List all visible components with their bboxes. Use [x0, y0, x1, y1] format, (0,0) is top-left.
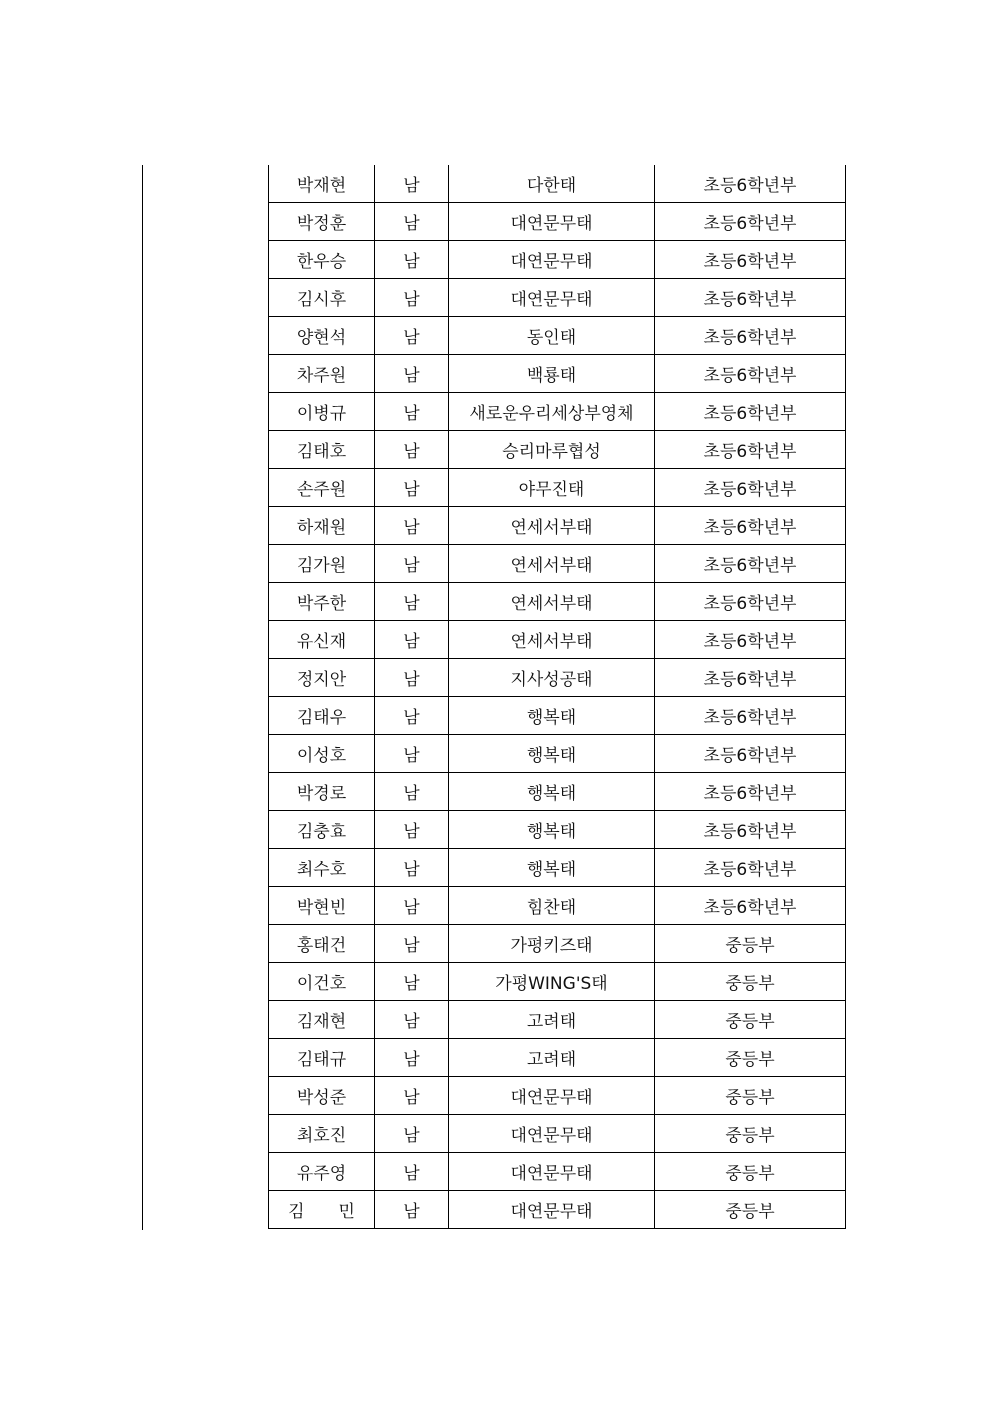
participant-gender-cell: 남: [375, 1191, 449, 1229]
participant-gender-cell: 남: [375, 659, 449, 697]
table-row: [269, 393, 846, 431]
participant-club-cell: 지사성공태: [449, 659, 655, 697]
participant-division-cell: 초등6학년부: [655, 583, 846, 621]
participant-club-cell: 연세서부태: [449, 545, 655, 583]
participant-gender-cell: 남: [375, 1001, 449, 1039]
participant-name-cell: 홍태건: [269, 925, 375, 963]
participant-name-cell: 박주한: [269, 583, 375, 621]
participant-club-cell: 힘찬태: [449, 887, 655, 925]
participant-name-cell: 김 민: [269, 1191, 375, 1229]
participant-division-cell: 초등6학년부: [655, 355, 846, 393]
table-row: [269, 241, 846, 279]
participant-name-cell: 양현석: [269, 317, 375, 355]
participant-division-cell: 중등부: [655, 1001, 846, 1039]
table-row: [269, 1191, 846, 1229]
table-row: [269, 545, 846, 583]
participant-name-cell: 차주원: [269, 355, 375, 393]
participant-name-cell: 박현빈: [269, 887, 375, 925]
participant-club-cell: 고려태: [449, 1001, 655, 1039]
participant-club-cell: 대연문무태: [449, 1191, 655, 1229]
participant-division-cell: 초등6학년부: [655, 279, 846, 317]
participant-name-cell: 이성호: [269, 735, 375, 773]
participant-division-cell: 중등부: [655, 925, 846, 963]
table-row: [269, 165, 846, 203]
table-row: [269, 355, 846, 393]
participant-club-cell: 대연문무태: [449, 1153, 655, 1191]
participant-gender-cell: 남: [375, 431, 449, 469]
participant-name-cell: 박재현: [269, 165, 375, 203]
participant-division-cell: 초등6학년부: [655, 431, 846, 469]
participant-club-cell: 행복태: [449, 849, 655, 887]
participant-name-cell: 정지안: [269, 659, 375, 697]
table-row: [269, 773, 846, 811]
table-row: [269, 697, 846, 735]
participant-gender-cell: 남: [375, 697, 449, 735]
participant-division-cell: 중등부: [655, 1153, 846, 1191]
participant-club-cell: 대연문무태: [449, 241, 655, 279]
participant-gender-cell: 남: [375, 317, 449, 355]
participant-club-cell: 다한태: [449, 165, 655, 203]
participant-name-cell: 김시후: [269, 279, 375, 317]
participant-name-cell: 김재현: [269, 1001, 375, 1039]
participant-name-cell: 박성준: [269, 1077, 375, 1115]
participant-club-cell: 대연문무태: [449, 1077, 655, 1115]
table-row: [269, 469, 846, 507]
participant-gender-cell: 남: [375, 735, 449, 773]
participant-division-cell: 초등6학년부: [655, 735, 846, 773]
participant-division-cell: 초등6학년부: [655, 811, 846, 849]
participant-club-cell: 가평키즈태: [449, 925, 655, 963]
participant-division-cell: 중등부: [655, 963, 846, 1001]
participant-club-cell: 행복태: [449, 735, 655, 773]
participant-gender-cell: 남: [375, 1153, 449, 1191]
participant-name-cell: 최수호: [269, 849, 375, 887]
participant-gender-cell: 남: [375, 165, 449, 203]
participant-club-cell: 새로운우리세상부영체: [449, 393, 655, 431]
participant-division-cell: 초등6학년부: [655, 317, 846, 355]
participant-name-cell: 한우승: [269, 241, 375, 279]
table-row: [269, 1115, 846, 1153]
participant-club-cell: 행복태: [449, 811, 655, 849]
participant-gender-cell: 남: [375, 545, 449, 583]
participant-name-cell: 이병규: [269, 393, 375, 431]
participant-gender-cell: 남: [375, 1115, 449, 1153]
participant-name-cell: 하재원: [269, 507, 375, 545]
table-row: [269, 431, 846, 469]
participant-name-cell: 김가원: [269, 545, 375, 583]
table-row: [269, 659, 846, 697]
participant-club-cell: 연세서부태: [449, 583, 655, 621]
participant-gender-cell: 남: [375, 811, 449, 849]
participant-gender-cell: 남: [375, 773, 449, 811]
table-row: [269, 583, 846, 621]
participant-name-cell: 박정훈: [269, 203, 375, 241]
participant-club-cell: 가평WING'S태: [449, 963, 655, 1001]
participant-club-cell: 연세서부태: [449, 507, 655, 545]
participant-division-cell: 중등부: [655, 1077, 846, 1115]
participant-gender-cell: 남: [375, 963, 449, 1001]
table-row: [269, 735, 846, 773]
table-row: [269, 621, 846, 659]
participant-gender-cell: 남: [375, 203, 449, 241]
participant-club-cell: 백룡태: [449, 355, 655, 393]
participant-club-cell: 승리마루협성: [449, 431, 655, 469]
participant-division-cell: 초등6학년부: [655, 241, 846, 279]
table-row: [269, 1077, 846, 1115]
participant-gender-cell: 남: [375, 393, 449, 431]
participant-division-cell: 초등6학년부: [655, 545, 846, 583]
participant-name-cell: 손주원: [269, 469, 375, 507]
participant-club-cell: 행복태: [449, 697, 655, 735]
participant-name-cell: 김태호: [269, 431, 375, 469]
participant-club-cell: 동인태: [449, 317, 655, 355]
participant-division-cell: 초등6학년부: [655, 659, 846, 697]
participant-gender-cell: 남: [375, 507, 449, 545]
participant-name-cell: 김충효: [269, 811, 375, 849]
table-row: [269, 963, 846, 1001]
participant-club-cell: 야무진태: [449, 469, 655, 507]
participant-gender-cell: 남: [375, 925, 449, 963]
participant-gender-cell: 남: [375, 469, 449, 507]
participant-division-cell: 초등6학년부: [655, 507, 846, 545]
participant-table: [268, 165, 846, 1229]
participant-club-cell: 행복태: [449, 773, 655, 811]
participant-division-cell: 초등6학년부: [655, 469, 846, 507]
participant-name-cell: 김태우: [269, 697, 375, 735]
participant-gender-cell: 남: [375, 241, 449, 279]
participant-division-cell: 초등6학년부: [655, 621, 846, 659]
participant-name-cell: 유주영: [269, 1153, 375, 1191]
participant-division-cell: 초등6학년부: [655, 393, 846, 431]
participant-club-cell: 대연문무태: [449, 1115, 655, 1153]
table-row: [269, 1153, 846, 1191]
participant-gender-cell: 남: [375, 849, 449, 887]
participant-division-cell: 중등부: [655, 1039, 846, 1077]
participant-table-body: [269, 165, 846, 1229]
participant-name-cell: 최호진: [269, 1115, 375, 1153]
participant-division-cell: 초등6학년부: [655, 203, 846, 241]
participant-division-cell: 초등6학년부: [655, 887, 846, 925]
participant-gender-cell: 남: [375, 1039, 449, 1077]
table-row: [269, 203, 846, 241]
participant-gender-cell: 남: [375, 279, 449, 317]
participant-name-cell: 유신재: [269, 621, 375, 659]
participant-division-cell: 초등6학년부: [655, 849, 846, 887]
participant-club-cell: 대연문무태: [449, 203, 655, 241]
participant-division-cell: 초등6학년부: [655, 697, 846, 735]
participant-gender-cell: 남: [375, 621, 449, 659]
participant-division-cell: 초등6학년부: [655, 773, 846, 811]
participant-name-cell: 박경로: [269, 773, 375, 811]
table-row: [269, 317, 846, 355]
table-row: [269, 887, 846, 925]
participant-division-cell: 초등6학년부: [655, 165, 846, 203]
table-row: [269, 925, 846, 963]
left-margin-rule: [142, 165, 143, 1230]
participant-gender-cell: 남: [375, 355, 449, 393]
participant-club-cell: 연세서부태: [449, 621, 655, 659]
participant-division-cell: 중등부: [655, 1115, 846, 1153]
participant-gender-cell: 남: [375, 1077, 449, 1115]
participant-division-cell: 중등부: [655, 1191, 846, 1229]
table-row: [269, 811, 846, 849]
participant-gender-cell: 남: [375, 583, 449, 621]
table-row: [269, 279, 846, 317]
table-row: [269, 849, 846, 887]
participant-club-cell: 고려태: [449, 1039, 655, 1077]
participant-gender-cell: 남: [375, 887, 449, 925]
participant-name-cell: 이건호: [269, 963, 375, 1001]
table-row: [269, 507, 846, 545]
participant-club-cell: 대연문무태: [449, 279, 655, 317]
participant-name-cell: 김태규: [269, 1039, 375, 1077]
table-row: [269, 1039, 846, 1077]
table-row: [269, 1001, 846, 1039]
